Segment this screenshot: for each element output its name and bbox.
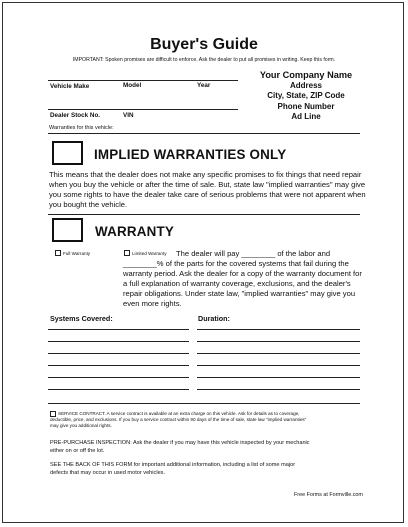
year-label: Year — [197, 82, 211, 89]
implied-warranties-heading: IMPLIED WARRANTIES ONLY — [94, 147, 287, 162]
important-notice: IMPORTANT: Spoken promises are difficult to enforce. Ask the dealer to put all promises in writing. Keep this form. — [72, 57, 336, 63]
duration-line[interactable] — [197, 353, 360, 354]
company-city: City, State, ZIP Code — [267, 91, 345, 100]
see-back-line: SEE THE BACK OF THIS FORM for important additional information, including a list of some major — [50, 462, 296, 468]
pre-purchase-inspection — [50, 440, 370, 455]
warranty-checkbox[interactable] — [52, 218, 83, 242]
duration-line[interactable] — [197, 341, 360, 342]
vin-label: VIN — [123, 112, 134, 119]
vehicle-line-1[interactable] — [48, 80, 238, 81]
duration-line[interactable] — [197, 377, 360, 378]
implied-warranties-text — [49, 170, 369, 210]
full-warranty-label: Full Warranty — [63, 251, 91, 256]
systems-line[interactable] — [48, 341, 189, 342]
service-line: deductible, price, and exclusions. If you buy a service contract within 90 days of the time of sale, state law "implied warranties" — [50, 417, 307, 422]
warranty-line: warranty period. Ask the dealer for a copy of the warranty document for — [123, 269, 362, 278]
dealer-stock-label: Dealer Stock No. — [50, 112, 101, 119]
company-phone: Phone Number — [277, 101, 335, 111]
divider-implied — [48, 214, 360, 215]
limited-warranty-checkbox[interactable] — [124, 250, 130, 256]
duration-label: Duration: — [198, 314, 230, 323]
duration-line[interactable] — [197, 329, 360, 330]
limited-warranty-label: Limited Warranty — [132, 251, 167, 256]
implied-warranties-checkbox[interactable] — [52, 141, 83, 165]
systems-line[interactable] — [48, 365, 189, 366]
see-back-line: defects that may occur in used motor vehicles. — [50, 469, 166, 476]
vehicle-line-2[interactable] — [48, 109, 238, 110]
company-ad-line: Ad Line — [291, 112, 321, 121]
duration-line[interactable] — [197, 365, 360, 366]
see-back-notice — [50, 462, 370, 477]
warranty-text — [123, 259, 373, 309]
divider-top — [48, 133, 360, 134]
warranty-line-0: The dealer will pay ________ of the labor and — [176, 249, 331, 258]
divider-bottom — [48, 403, 360, 404]
implied-line: This means that the dealer does not make any specific promises to fix things that need repair — [49, 170, 362, 179]
model-label: Model — [123, 82, 142, 89]
footer-credit: Free Forms at Formville.com — [294, 492, 363, 498]
page-title: Buyer's Guide — [150, 36, 258, 53]
vehicle-make-label: Vehicle Make — [50, 83, 90, 90]
warranty-line: a full explanation of warranty coverage, exclusions, and the dealer's — [123, 279, 351, 288]
systems-line[interactable] — [48, 377, 189, 378]
systems-line[interactable] — [48, 353, 189, 354]
duration-line[interactable] — [197, 389, 360, 390]
systems-line[interactable] — [48, 329, 189, 330]
service-line: may give you additional rights. — [50, 423, 112, 428]
systems-covered-label: Systems Covered: — [50, 314, 113, 323]
warranties-label: Warranties for this vehicle: — [49, 125, 114, 131]
implied-line: you some rights to have the dealer take care of serious problems that were not apparent when — [49, 190, 366, 199]
pre-purchase-line: either on or off the lot. — [50, 447, 105, 454]
company-block — [248, 70, 364, 123]
pre-purchase-line: PRE-PURCHASE INSPECTION: Ask the dealer if you may have this vehicle inspected by your mechanic — [50, 440, 310, 446]
company-name: Your Company Name — [259, 70, 353, 80]
service-contract-text — [50, 411, 368, 429]
service-line: SERVICE CONTRACT. A service contract is available at an extra charge on this vehicle. Ask for details as to coverage, — [58, 411, 300, 416]
systems-line[interactable] — [48, 389, 189, 390]
warranty-line: even more rights. — [123, 299, 182, 308]
company-address: Address — [289, 80, 322, 90]
warranty-line: ________% of the parts for the covered systems that fail during the — [123, 259, 349, 268]
implied-line: you bought the vehicle. — [49, 200, 128, 209]
warranty-heading: WARRANTY — [95, 224, 174, 239]
full-warranty-checkbox[interactable] — [55, 250, 61, 256]
warranty-line: repair obligations. Under state law, "implied warranties" may give you — [123, 289, 356, 298]
implied-line: when you buy the vehicle or after the time of sale. But, state law "implied warranties" may give — [49, 180, 366, 189]
